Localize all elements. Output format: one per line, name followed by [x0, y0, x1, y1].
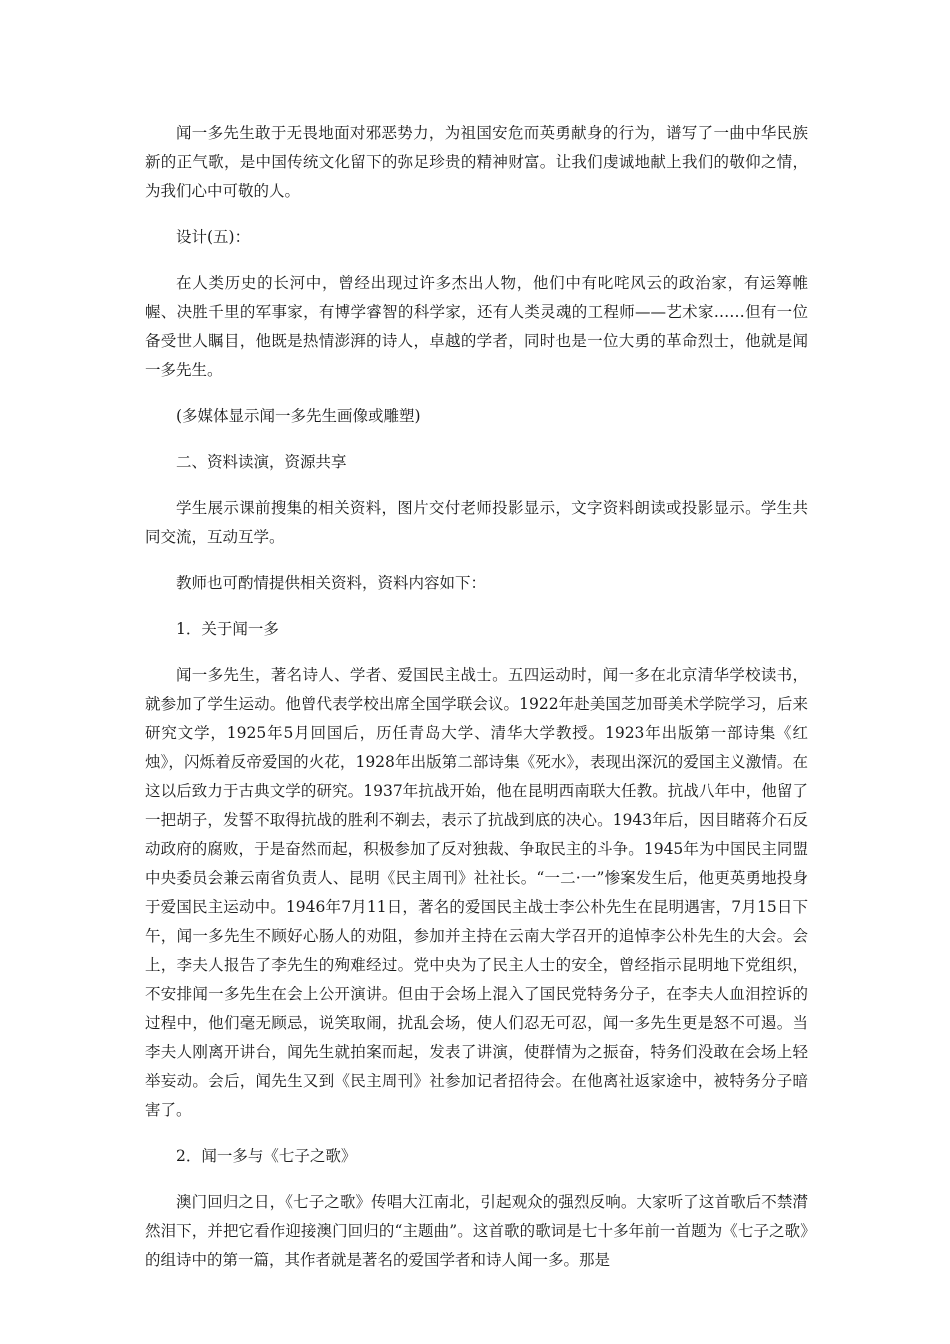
- subheading-seven-sons-song: 2．闻一多与《七子之歌》: [176, 1147, 357, 1165]
- section-heading-design-5: 设计(五)：: [176, 228, 251, 246]
- paragraph-introduction: 在人类历史的长河中，曾经出现过许多杰出人物，他们中有叱咤风云的政治家，有运筹帷幄、决胜千里的军事家，有博学睿智的科学家，还有人类灵魂的工程师——艺术家……但有一位备受世人瞩目，他既是热情澎湃的诗人，卓越的学者，同时也是一位大勇的革命烈士，他就是闻一多先生。: [145, 274, 808, 379]
- paragraph-tribute: 闻一多先生敢于无畏地面对邪恶势力，为祖国安危而英勇献身的行为，谱写了一曲中华民族新的正气歌，是中国传统文化留下的弥足珍贵的精神财富。让我们虔诚地献上我们的敬仰之情，为我们心中可敬的人。: [145, 124, 808, 200]
- paragraph-teacher-note: 教师也可酌情提供相关资料，资料内容如下：: [176, 574, 487, 592]
- document-body: [145, 119, 808, 1292]
- paragraph-student-activity: 学生展示课前搜集的相关资料，图片交付老师投影显示，文字资料朗读或投影显示。学生共同交流，互动互学。: [145, 499, 808, 546]
- paragraph-multimedia-note: (多媒体显示闻一多先生画像或雕塑): [176, 407, 421, 425]
- subheading-about-wen-yiduo: 1．关于闻一多: [176, 620, 279, 638]
- section-heading-resources: 二、资料读演，资源共享: [176, 453, 347, 471]
- paragraph-macau-return: 澳门回归之日，《七子之歌》传唱大江南北，引起观众的强烈反响。大家听了这首歌后不禁潸然泪下，并把它看作迎接澳门回归的“主题曲”。这首歌的歌词是七十多年前一首题为《七子之歌》的组诗中的第一篇，其作者就是著名的爱国学者和诗人闻一多。那是: [145, 1193, 808, 1269]
- paragraph-biography: 闻一多先生，著名诗人、学者、爱国民主战士。五四运动时，闻一多在北京清华学校读书，就参加了学生运动。他曾代表学校出席全国学联会议。1922年赴美国芝加哥美术学院学习，后来研究文学，1925年5月回国后，历任青岛大学、清华大学教授。1923年出版第一部诗集《红烛》，闪烁着反帝爱国的火花，1928年出版第二部诗集《死水》，表现出深沉的爱国主义激情。在这以后致力于古典文学的研究。1937年抗战开始，他在昆明西南联大任教。抗战八年中，他留了一把胡子，发誓不取得抗战的胜利不剃去，表示了抗战到底的决心。1943年后，因目睹蒋介石反动政府的腐败，于是奋然而起，积极参加了反对独裁、争取民主的斗争。1945年为中国民主同盟中央委员会兼云南省负责人、昆明《民主周刊》社社长。“一二·一”惨案发生后，他更英勇地投身于爱国民主运动中。1946年7月11日，著名的爱国民主战士李公朴先生在昆明遇害，7月15日下午，闻一多先生不顾好心肠人的劝阻，参加并主持在云南大学召开的追悼李公朴先生的大会。会上，李夫人报告了李先生的殉难经过。党中央为了民主人士的安全，曾经指示昆明地下党组织，不安排闻一多先生在会上公开演讲。但由于会场上混入了国民党特务分子，在李夫人血泪控诉的过程中，他们毫无顾忌，说笑取闹，扰乱会场，使人们忍无可忍，闻一多先生更是怒不可遏。当李夫人刚离开讲台，闻先生就拍案而起，发表了讲演，使群情为之振奋，特务们没敢在会场上轻举妄动。会后，闻先生又到《民主周刊》社参加记者招待会。在他离社返家途中，被特务分子暗害了。: [145, 666, 808, 1119]
